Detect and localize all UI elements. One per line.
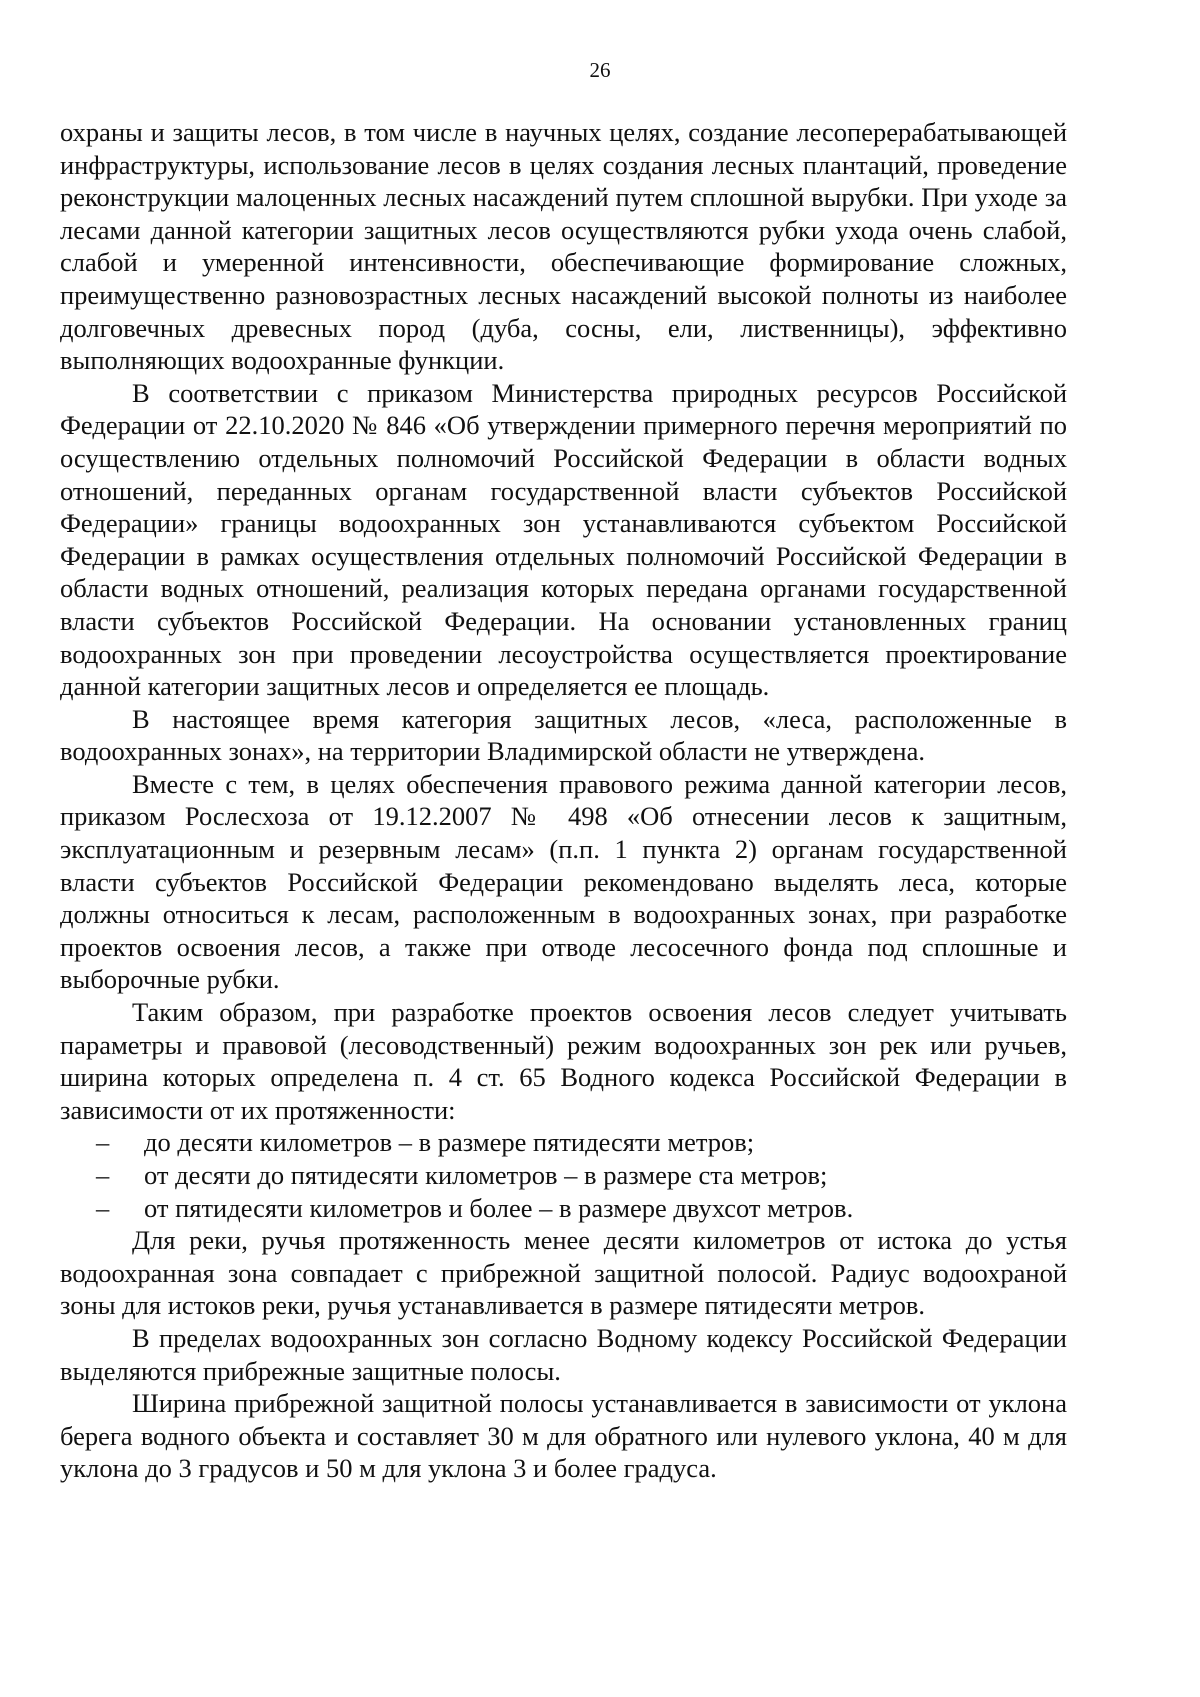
page-number: 26	[589, 58, 611, 82]
list-item	[60, 1126, 1067, 1159]
paragraph-rosleskhoz-order: Вместе с тем, в целях обеспечения правового режима данной категории лесов, приказом Рослесхоза от 19.12.2007 № 498 «Об отнесении лесов к защитным, эксплуатационным и резервным лесам» (п.п. 1 пункта 2) органам государственной власти субъектов Российской Федерации рекомендовано выделять леса, которые должны относиться к лесам, расположенным в водоохранных зонах, при разработке проектов освоения лесов, а также при отводе лесосечного фонда под сплошные и выборочные рубки.	[60, 768, 1067, 995]
list-item-text: от пятидесяти километров и более – в размере двухсот метров.	[144, 1192, 854, 1223]
list-dash-marker: –	[96, 1127, 110, 1158]
list-dash-marker: –	[96, 1192, 110, 1223]
list-item-text: от десяти до пятидесяти километров – в размере ста метров;	[144, 1160, 828, 1190]
document-body	[60, 116, 1067, 1485]
list-item	[60, 1192, 1067, 1225]
paragraph-short-rivers: Для реки, ручья протяженность менее десяти километров от истока до устья водоохранная зона совпадает с прибрежной защитной полосой. Радиус водоохраной зоны для истоков реки, ручья устанавливается в размере пятидесяти метров.	[60, 1225, 1067, 1321]
paragraph-protective-strips: В пределах водоохранных зон согласно Водному кодексу Российской Федерации выделяются прибрежные защитные полосы.	[60, 1322, 1067, 1386]
paragraph-water-zone-borders: В соответствии с приказом Министерства природных ресурсов Российской Федерации от 22.10.2020 № 846 «Об утверждении примерного перечня мероприятий по осуществлению отдельных полномочий Российской Федерации в области водных отношений, переданных органам государственной власти субъектов Российской Федерации» границы водоохранных зон устанавливаются субъектом Российской Федерации в рамках осуществления отдельных полномочий Российской Федерации в области водных отношений, реализация которых передана органами государственной власти субъектов Российской Федерации. На основании установленных границ водоохранных зон при проведении лесоустройства осуществляется проектирование данной категории защитных лесов и определяется ее площадь.	[60, 377, 1067, 702]
paragraph-zone-widths-intro: Таким образом, при разработке проектов освоения лесов следует учитывать параметры и правовой (лесоводственный) режим водоохранных зон рек или ручьев, ширина которых определена п. 4 ст. 65 Водного кодекса Российской Федерации в зависимости от их протяженности:	[60, 997, 1067, 1125]
list-item-text: до десяти километров – в размере пятидесяти метров;	[144, 1127, 755, 1158]
zone-width-list	[60, 1126, 1067, 1224]
list-dash-marker: –	[96, 1160, 110, 1190]
paragraph-strip-width: Ширина прибрежной защитной полосы устанавливается в зависимости от уклона берега водного объекта и составляет 30 м для обратного или нулевого уклона, 40 м для уклона до 3 градусов и 50 м для уклона 3 и более градуса.	[60, 1388, 1067, 1484]
paragraph-category-status: В настоящее время категория защитных лесов, «леса, расположенные в водоохранных зонах», на территории Владимирской области не утверждена.	[60, 703, 1067, 767]
paragraph-continuation: охраны и защиты лесов, в том числе в научных целях, создание лесоперерабатывающей инфраструктуры, использование лесов в целях создания лесных плантаций, проведение реконструкции малоценных лесных насаждений путем сплошной вырубки. При уходе за лесами данной категории защитных лесов осуществляются рубки ухода очень слабой, слабой и умеренной интенсивности, обеспечивающие формирование сложных, преимущественно разновозрастных лесных насаждений высокой полноты из наиболее долговечных древесных пород (дуба, сосны, ели, лиственницы), эффективно выполняющих водоохранные функции.	[60, 117, 1067, 376]
list-item	[60, 1159, 1067, 1192]
